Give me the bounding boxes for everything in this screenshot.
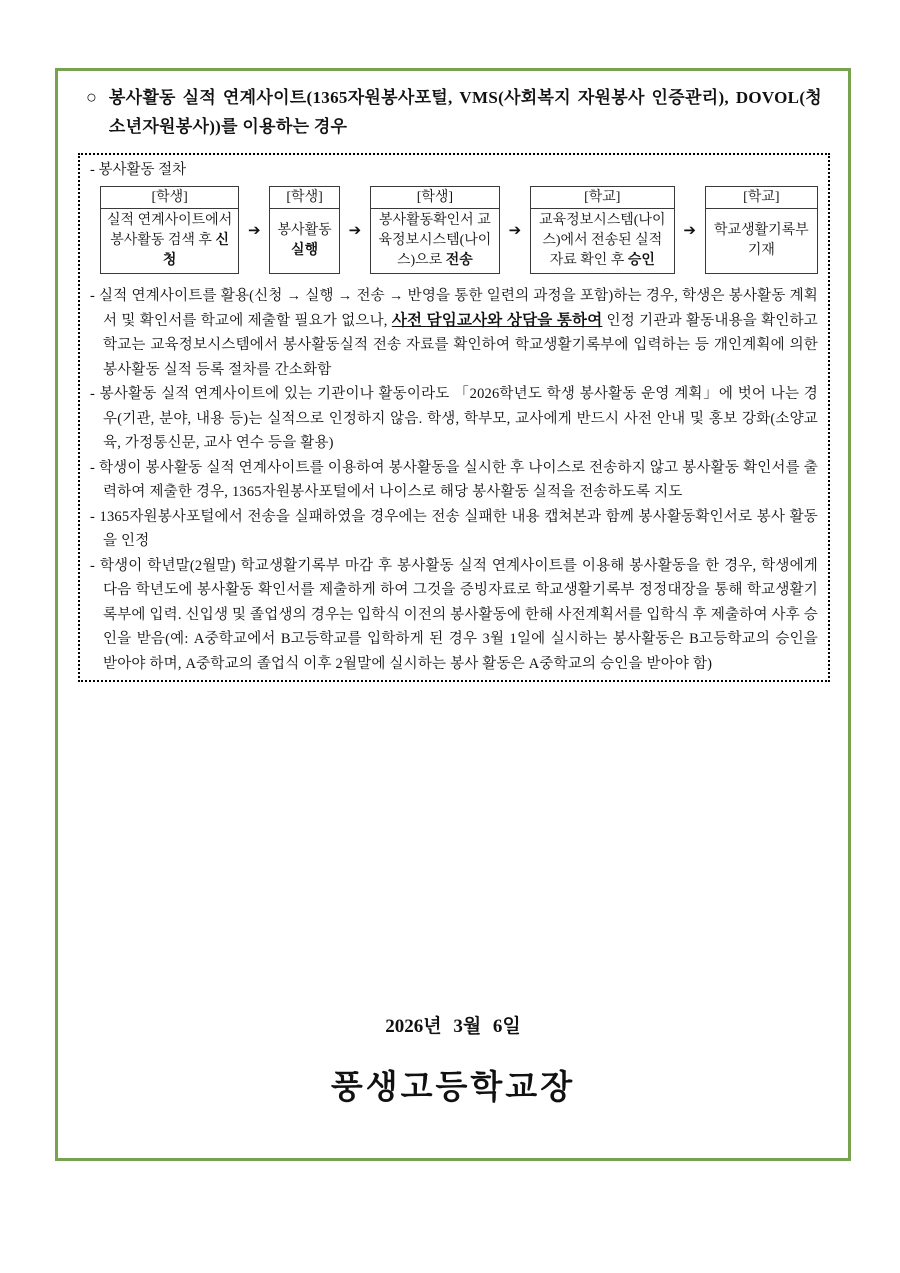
- procedure-dotted-box: [78, 153, 830, 682]
- procedure-label: - 봉사활동 절차: [90, 162, 187, 178]
- flow-step-body: 교육정보시스템(나이스)에서 전송된 실적 자료 확인 후 승인: [539, 213, 666, 268]
- note-item: - 1365자원봉사포털에서 전송을 실패하였을 경우에는 전송 실패한 내용 캡쳐본과 함께 봉사활동확인서로 봉사 활동을 인정: [90, 508, 818, 549]
- section-heading: [86, 83, 822, 141]
- page-frame: [55, 68, 851, 1161]
- issue-date: 2026년 3월 6일: [385, 1016, 521, 1037]
- flow-step-apply: [100, 186, 239, 274]
- flow-step-body: 학교생활기록부 기재: [714, 223, 809, 258]
- procedure-flowchart: [100, 186, 818, 274]
- flow-step-role: [학생]: [371, 187, 499, 209]
- flow-step-body: 봉사활동확인서 교육정보시스템(나이스)으로 전송: [378, 213, 492, 268]
- emphasized-text: 사전 담임교사와 상담을 통하여: [391, 311, 603, 329]
- principal-signature: 풍생고등학교장: [330, 1070, 576, 1106]
- right-arrow-icon: ➔: [508, 221, 522, 239]
- note-item: - 봉사활동 실적 연계사이트에 있는 기관이나 활동이라도 「2026학년도 학생 봉사활동 운영 계획」에 벗어 나는 경우(기관, 분야, 내용 등)는 실적으로 인정하지 않음. 학생, 학부모, 교사에게 반드시 사전 안내 및 홍보 강화(소양교육, 가정통신문, 교사 연수 등을 활용): [90, 386, 818, 451]
- section-heading-text: 봉사활동 실적 연계사이트(1365자원봉사포털, VMS(사회복지 자원봉사 인증관리), DOVOL(청소년자원봉사))를 이용하는 경우: [108, 88, 822, 136]
- flow-step-role: [학교]: [531, 187, 674, 209]
- right-arrow-icon: ➔: [348, 221, 362, 239]
- notes-list: [90, 284, 818, 676]
- flow-step-approve: [530, 186, 675, 274]
- flow-step-body: 실적 연계사이트에서 봉사활동 검색 후 신청: [107, 213, 233, 268]
- flow-step-role: [학생]: [101, 187, 238, 209]
- right-arrow-icon: ➔: [247, 221, 261, 239]
- flow-step-role: [학교]: [706, 187, 817, 209]
- flow-step-perform: [269, 186, 340, 274]
- note-item: - 학생이 봉사활동 실적 연계사이트를 이용하여 봉사활동을 실시한 후 나이스로 전송하지 않고 봉사활동 확인서를 출력하여 제출한 경우, 1365자원봉사포털에서 나이스로 해당 봉사활동 실적을 전송하도록 지도: [90, 459, 818, 500]
- circle-bullet-icon: ○: [86, 87, 97, 107]
- flow-step-body: 봉사활동 실행: [277, 223, 332, 258]
- note-item: - 실적 연계사이트를 활용(신청 → 실행 → 전송 → 반영을 통한 일련의 과정을 포함)하는 경우, 학생은 봉사활동 계획서 및 확인서를 학교에 제출할 필요가 없으나, 사전 담임교사와 상담을 통하여 인정 기관과 활동내용을 확인하고 학교는 교육정보시스템에서 봉사활동실적 전송 자료를 확인하여 학교생활기록부에 입력하는 등 개인계획에 의한 봉사활동 실적 등록 절차를 간소화함: [90, 288, 818, 378]
- flow-step-record: [705, 186, 818, 274]
- note-item: - 학생이 학년말(2월말) 학교생활기록부 마감 후 봉사활동 실적 연계사이트를 이용해 봉사활동을 한 경우, 학생에게 다음 학년도에 봉사활동 확인서를 제출하게 하여 그것을 증빙자료로 학교생활기록부 정정대장을 통해 학교생활기록부에 입력. 신입생 및 졸업생의 경우는 입학식 이전의 봉사활동에 한해 사전계획서를 입학식 후 제출하여 사후 승인을 받음(예: A중학교에서 B고등학교를 입학하게 된 경우 3월 1일에 실시하는 봉사활동은 B고등학교의 승인을 받아야 하며, A중학교의 졸업식 이후 2월말에 실시하는 봉사 활동은 A중학교의 승인을 받아야 함): [90, 557, 818, 672]
- right-arrow-icon: ➔: [683, 221, 696, 239]
- flow-step-send: [370, 186, 500, 274]
- flow-step-role: [학생]: [270, 187, 339, 209]
